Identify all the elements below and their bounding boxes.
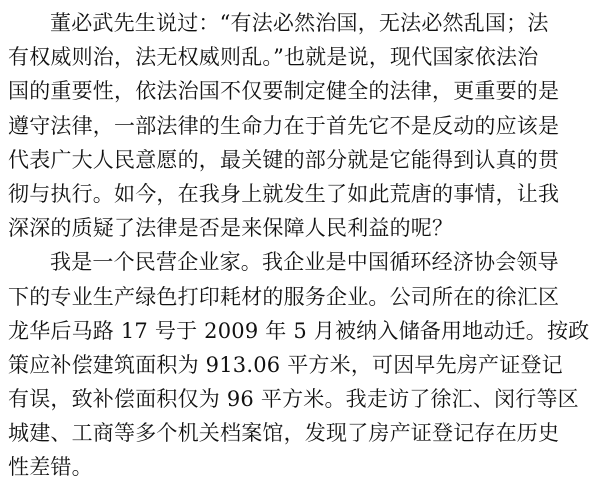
text-line: 代表广大人民意愿的，最关键的部分就是它能得到认真的贯 xyxy=(8,147,560,172)
text-line: 策应补偿建筑面积为 913.06 平方米，可因早先房产证登记 xyxy=(8,352,563,377)
text-line: 下的专业生产绿色打印耗材的服务企业。公司所在的徐汇区 xyxy=(8,284,560,309)
paragraph-2 xyxy=(8,245,589,484)
text-line: 城建、工商等多个机关档案馆，发现了房产证登记存在历史 xyxy=(8,421,560,446)
paragraph-1 xyxy=(8,6,560,245)
text-line: 我是一个民营企业家。我企业是中国循环经济协会领导 xyxy=(50,250,559,275)
text-line: 董必武先生说过：“有法必然治国，无法必然乱国；法 xyxy=(50,11,549,35)
text-line: 国的重要性，依法治国不仅要制定健全的法律，更重要的是 xyxy=(8,79,560,104)
text-line: 深深的质疑了法律是否是来保障人民利益的呢？ xyxy=(8,216,454,241)
text-line: 有误，致补偿面积仅为 96 平方米。我走访了徐汇、闵行等区 xyxy=(8,387,579,412)
text-line: 龙华后马路 17 号于 2009 年 5 月被纳入储备用地动迁。按政 xyxy=(8,318,589,343)
text-line: 有权威则治，法无权威则乱。”也就是说，现代国家依法治 xyxy=(8,45,539,70)
text-line: 彻与执行。如今，在我身上就发生了如此荒唐的事情，让我 xyxy=(8,181,560,206)
text-line: 性差错。 xyxy=(8,455,93,480)
text-line: 遵守法律，一部法律的生命力在于首先它不是反动的应该是 xyxy=(8,113,560,138)
